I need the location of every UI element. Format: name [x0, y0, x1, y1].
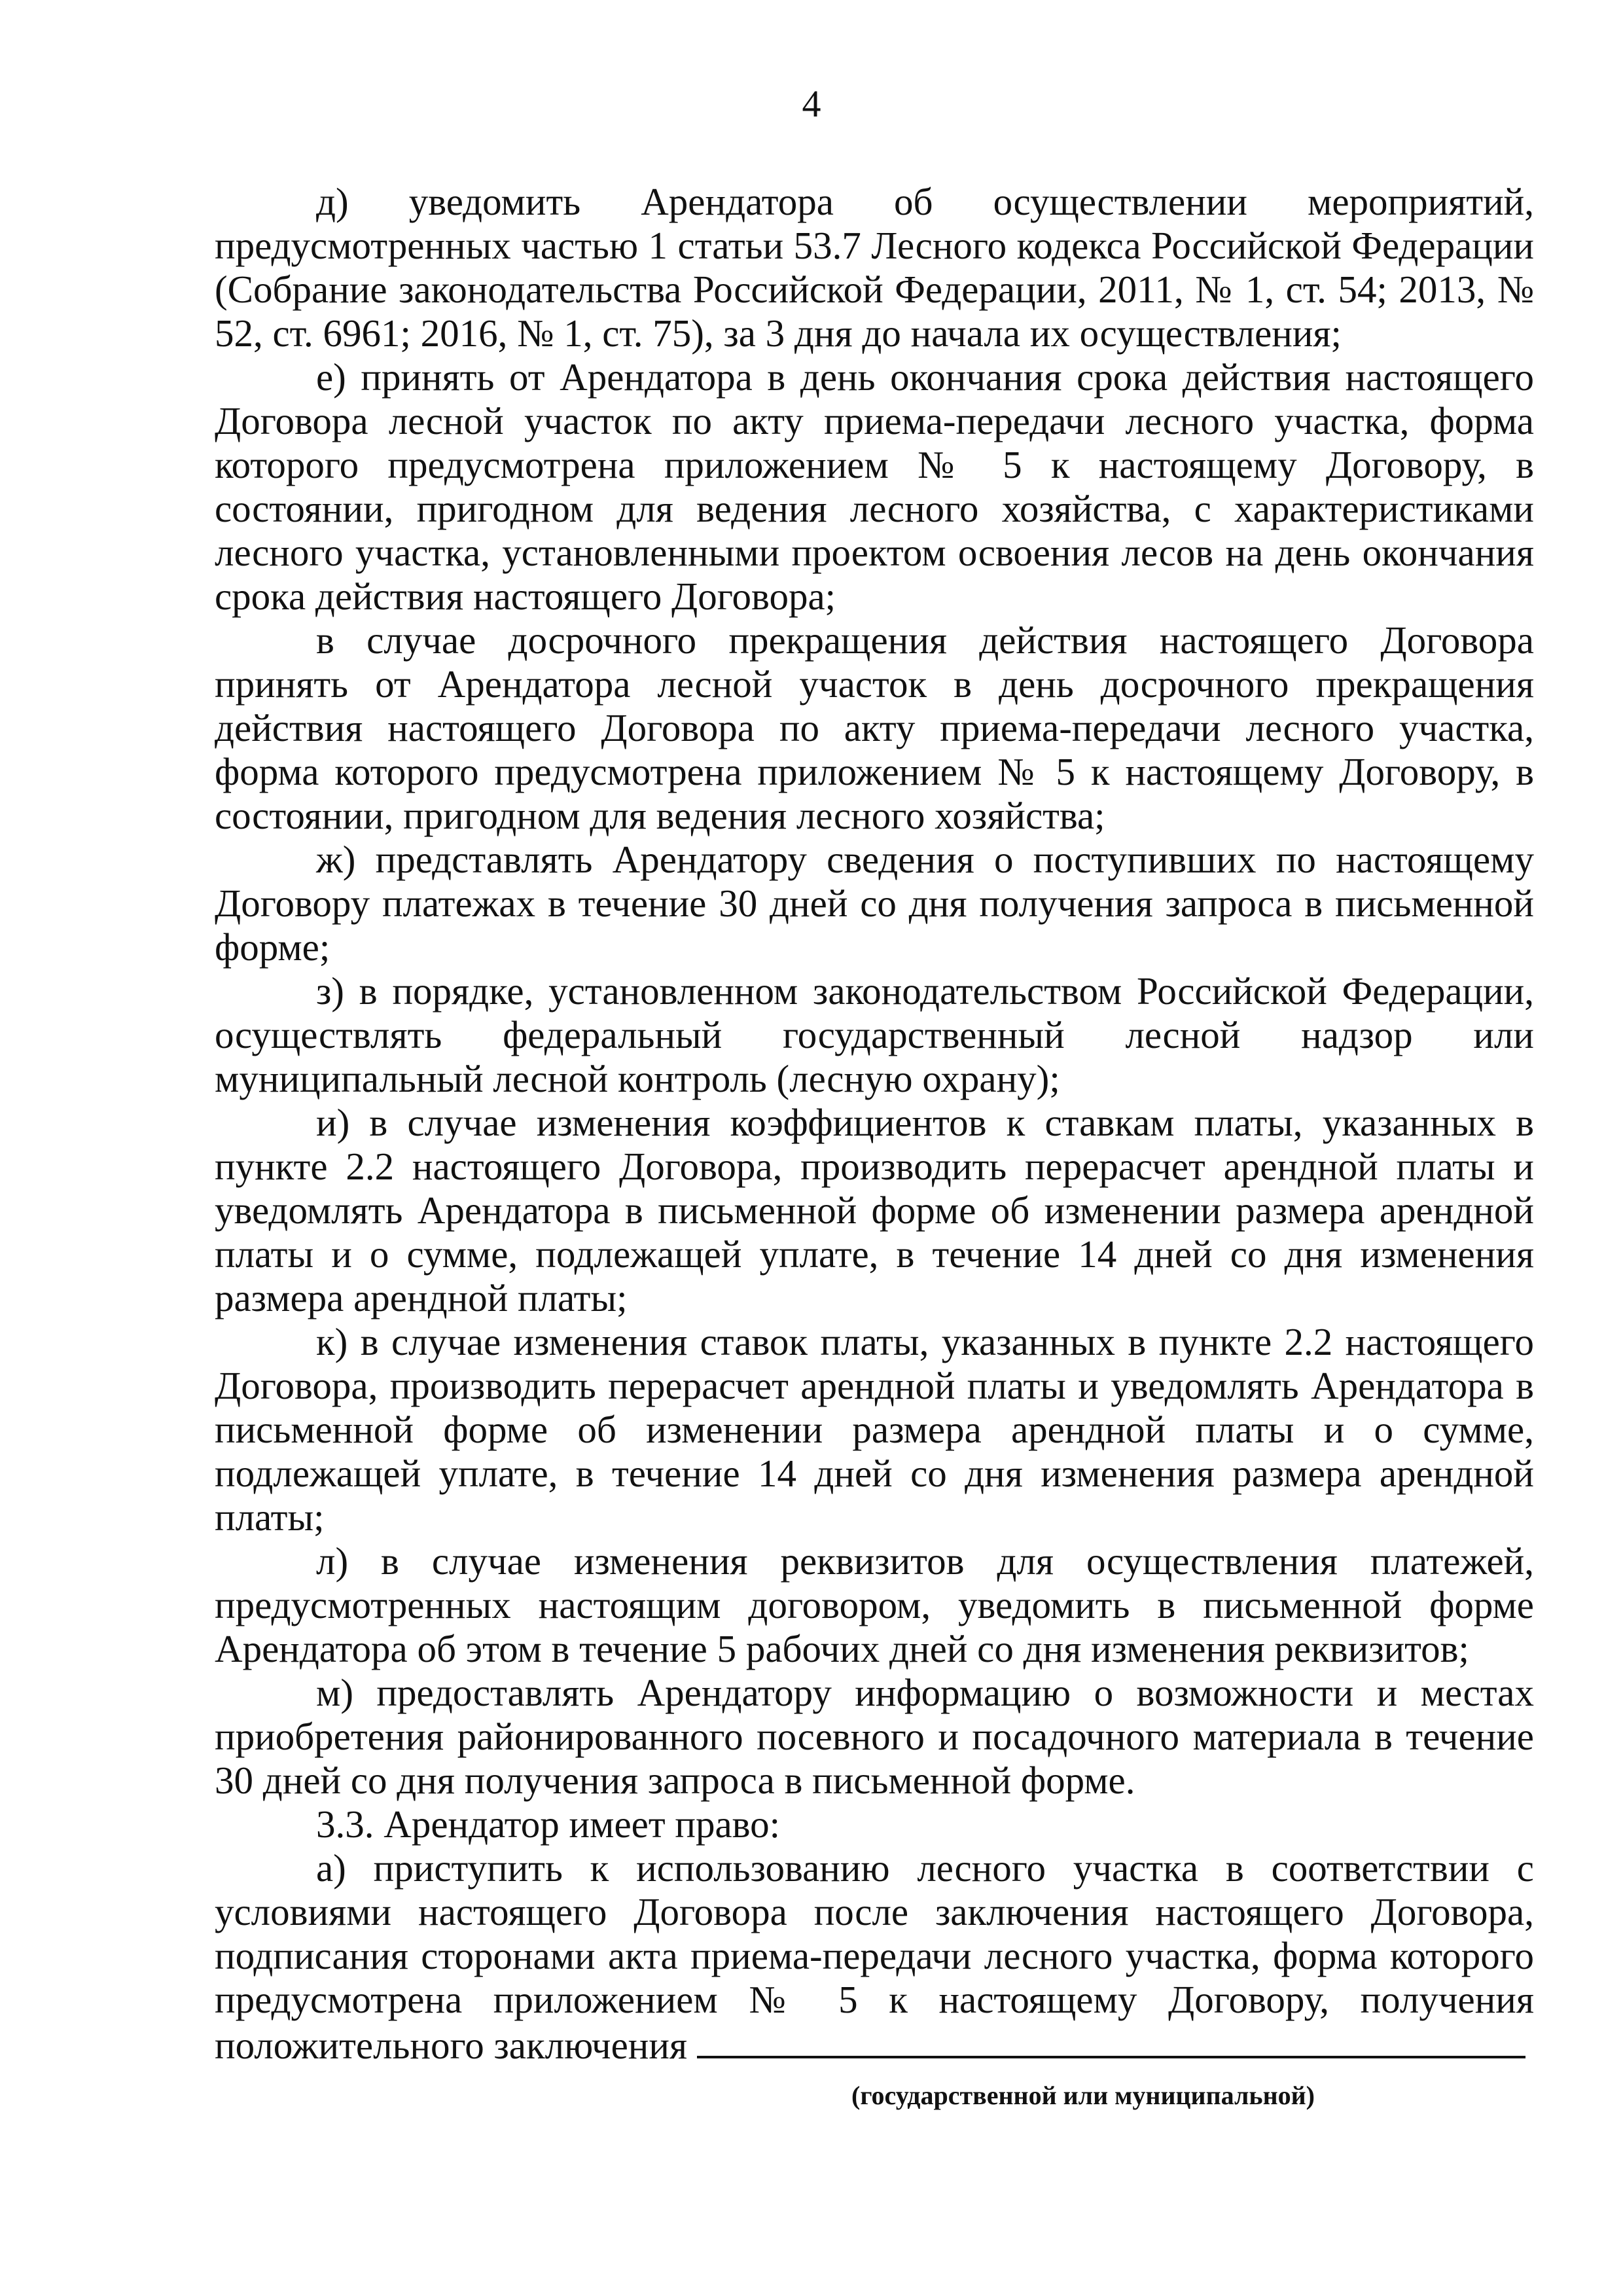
- paragraph-m: м) предоставлять Арендатору информацию о возможности и местах приобретения районированного посевного и посадочного материала в течение 30 дней со дня получения запроса в письменной форме.: [215, 1671, 1534, 1802]
- paragraph-z: з) в порядке, установленном законодательством Российской Федерации, осуществлять федеральный государственный лесной надзор или муниципальный лесной контроль (лесную охрану);: [215, 969, 1534, 1100]
- paragraph-a: [215, 1846, 1534, 2111]
- paragraph-zh: ж) представлять Арендатору сведения о поступивших по настоящему Договору платежах в течение 30 дней со дня получения запроса в письменной форме;: [215, 838, 1534, 969]
- paragraph-d: д) уведомить Арендатора об осуществлении мероприятий, предусмотренных частью 1 статьи 53.7 Лесного кодекса Российской Федерации (Собрание законодательства Российской Федерации, 2011, № 1, ст. 54; 2013, № 52, ст. 6961; 2016, № 1, ст. 75), за 3 дня до начала их осуществления;: [215, 180, 1534, 355]
- document-body: [215, 180, 1534, 2111]
- paragraph-l: л) в случае изменения реквизитов для осуществления платежей, предусмотренных настоящим договором, уведомить в письменной форме Арендатора об этом в течение 5 рабочих дней со дня изменения реквизитов;: [215, 1539, 1534, 1670]
- paragraph-e: е) принять от Арендатора в день окончания срока действия настоящего Договора лесной участок по акту приема-передачи лесного участка, форма которого предусмотрена приложением № 5 к настоящему Договору, в состоянии, пригодном для ведения лесного хозяйства, с характеристиками лесного участка, установленными проектом освоения лесов на день окончания срока действия настоящего Договора;: [215, 355, 1534, 618]
- paragraph-i: и) в случае изменения коэффициентов к ставкам платы, указанных в пункте 2.2 настоящего Договора, производить перерасчет арендной платы и уведомлять Арендатора в письменной форме об изменении размера арендной платы и о сумме, подлежащей уплате, в течение 14 дней со дня изменения размера арендной платы;: [215, 1101, 1534, 1319]
- section-heading-3-3: 3.3. Арендатор имеет право:: [316, 1803, 780, 1846]
- paragraph-k: к) в случае изменения ставок платы, указанных в пункте 2.2 настоящего Договора, производить перерасчет арендной платы и уведомлять Арендатора в письменной форме об изменении размера арендной платы и о сумме, подлежащей уплате, в течение 14 дней со дня изменения размера арендной платы;: [215, 1320, 1534, 1539]
- paragraph-a-text: а) приступить к использованию лесного участка в соответствии с условиями настоящего Договора после заключения настоящего Договора, подписания сторонами акта приема-передачи лесного участка, форма которого предусмотрена приложением № 5 к настоящему Договору, получения положительного заключения: [215, 1846, 1534, 2067]
- blank-caption: (государственной или муниципальной): [851, 2081, 1315, 2110]
- fill-in-blank-line: [697, 2022, 1525, 2058]
- paragraph-early-termination: в случае досрочного прекращения действия настоящего Договора принять от Арендатора лесной участок в день досрочного прекращения действия настоящего Договора по акту приема-передачи лесного участка, форма которого предусмотрена приложением № 5 к настоящему Договору, в состоянии, пригодном для ведения лесного хозяйства;: [215, 619, 1534, 837]
- page-number: 4: [802, 82, 821, 125]
